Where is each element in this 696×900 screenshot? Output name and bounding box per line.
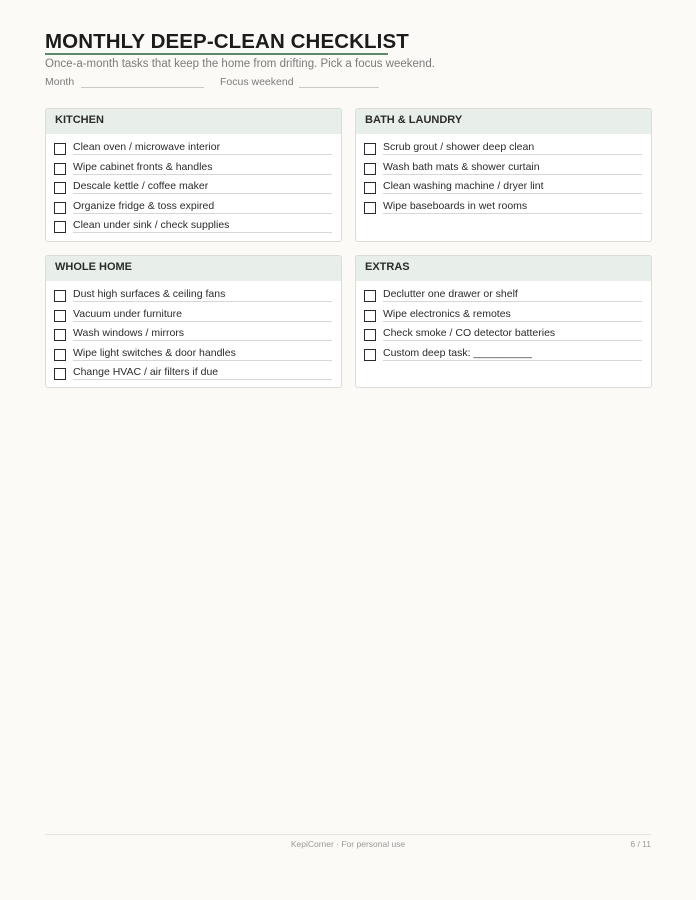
checkbox[interactable] — [364, 310, 376, 322]
checkbox[interactable] — [364, 163, 376, 175]
checkbox[interactable] — [364, 143, 376, 155]
section-kitchen — [45, 108, 342, 242]
item-label: Change HVAC / air filters if due — [73, 366, 222, 378]
checklist-item — [364, 287, 642, 303]
checkbox[interactable] — [54, 368, 66, 380]
checkbox[interactable] — [364, 202, 376, 214]
item-label: Wipe baseboards in wet rooms — [383, 200, 531, 212]
checkbox[interactable] — [54, 182, 66, 194]
item-label: Wipe cabinet fronts & handles — [73, 161, 217, 173]
checklist-item — [54, 346, 332, 362]
checkbox[interactable] — [364, 290, 376, 302]
focus-weekend-field[interactable] — [299, 87, 379, 88]
item-label: Vacuum under furniture — [73, 308, 186, 320]
checkbox[interactable] — [54, 310, 66, 322]
checklist-item — [54, 218, 332, 234]
writing-line — [383, 174, 642, 175]
writing-line — [73, 321, 332, 322]
focus-weekend-label: Focus weekend — [220, 76, 294, 88]
section-whole-home — [45, 255, 342, 388]
page-title: MONTHLY DEEP-CLEAN CHECKLIST — [45, 30, 409, 53]
writing-line — [383, 340, 642, 341]
writing-line — [73, 193, 332, 194]
item-label: Clean washing machine / dryer lint — [383, 180, 548, 192]
writing-line — [383, 193, 642, 194]
checkbox[interactable] — [364, 349, 376, 361]
writing-line — [73, 379, 332, 380]
checkbox[interactable] — [54, 221, 66, 233]
item-label: Scrub grout / shower deep clean — [383, 141, 538, 153]
checkbox[interactable] — [54, 202, 66, 214]
item-label: Clean oven / microwave interior — [73, 141, 224, 153]
writing-line — [73, 213, 332, 214]
checklist-item — [54, 199, 332, 215]
item-label: Dust high surfaces & ceiling fans — [73, 288, 229, 300]
writing-line — [383, 301, 642, 302]
checklist-item — [364, 346, 642, 362]
item-label: Declutter one drawer or shelf — [383, 288, 522, 300]
section-title-extras: EXTRAS — [356, 256, 651, 281]
checkbox[interactable] — [364, 329, 376, 341]
checkbox[interactable] — [364, 182, 376, 194]
checklist-item — [54, 140, 332, 156]
writing-line — [73, 154, 332, 155]
page-number: 6 / 11 — [630, 839, 651, 849]
writing-line — [73, 174, 332, 175]
page-subtitle: Once-a-month tasks that keep the home from drifting. Pick a focus weekend. — [45, 58, 435, 70]
footer-brand: KepiCorner · For personal use — [290, 839, 406, 849]
item-label: Wipe electronics & remotes — [383, 308, 515, 320]
checklist-item — [364, 326, 642, 342]
checkbox[interactable] — [54, 329, 66, 341]
title-underline — [45, 53, 388, 55]
checklist-item — [364, 160, 642, 176]
section-title-bath-laundry: BATH & LAUNDRY — [356, 109, 651, 134]
item-label: Wipe light switches & door handles — [73, 347, 240, 359]
item-label: Check smoke / CO detector batteries — [383, 327, 559, 339]
month-field[interactable] — [81, 87, 204, 88]
checkbox[interactable] — [54, 290, 66, 302]
writing-line — [73, 301, 332, 302]
writing-line — [383, 154, 642, 155]
checklist-item — [364, 179, 642, 195]
checklist-item — [364, 199, 642, 215]
writing-line — [73, 340, 332, 341]
item-label: Wash windows / mirrors — [73, 327, 188, 339]
item-label: Custom deep task: __________ — [383, 347, 536, 359]
writing-line — [73, 360, 332, 361]
section-title-whole-home: WHOLE HOME — [46, 256, 341, 281]
writing-line — [383, 321, 642, 322]
checklist-item — [54, 287, 332, 303]
month-label: Month — [45, 76, 75, 88]
checkbox[interactable] — [54, 143, 66, 155]
checkbox[interactable] — [54, 349, 66, 361]
checklist-item — [54, 326, 332, 342]
item-label: Descale kettle / coffee maker — [73, 180, 212, 192]
writing-line — [383, 360, 642, 361]
item-label: Wash bath mats & shower curtain — [383, 161, 544, 173]
section-bath-laundry — [355, 108, 652, 242]
checklist-item — [54, 179, 332, 195]
checkbox[interactable] — [54, 163, 66, 175]
footer-divider — [45, 834, 651, 835]
writing-line — [383, 213, 642, 214]
section-extras — [355, 255, 652, 388]
checklist-item — [54, 307, 332, 323]
checklist-item — [54, 160, 332, 176]
item-label: Clean under sink / check supplies — [73, 219, 233, 231]
checklist-item — [364, 307, 642, 323]
checklist-item — [364, 140, 642, 156]
section-title-kitchen: KITCHEN — [46, 109, 341, 134]
item-label: Organize fridge & toss expired — [73, 200, 218, 212]
checklist-item — [54, 365, 332, 381]
writing-line — [73, 232, 332, 233]
